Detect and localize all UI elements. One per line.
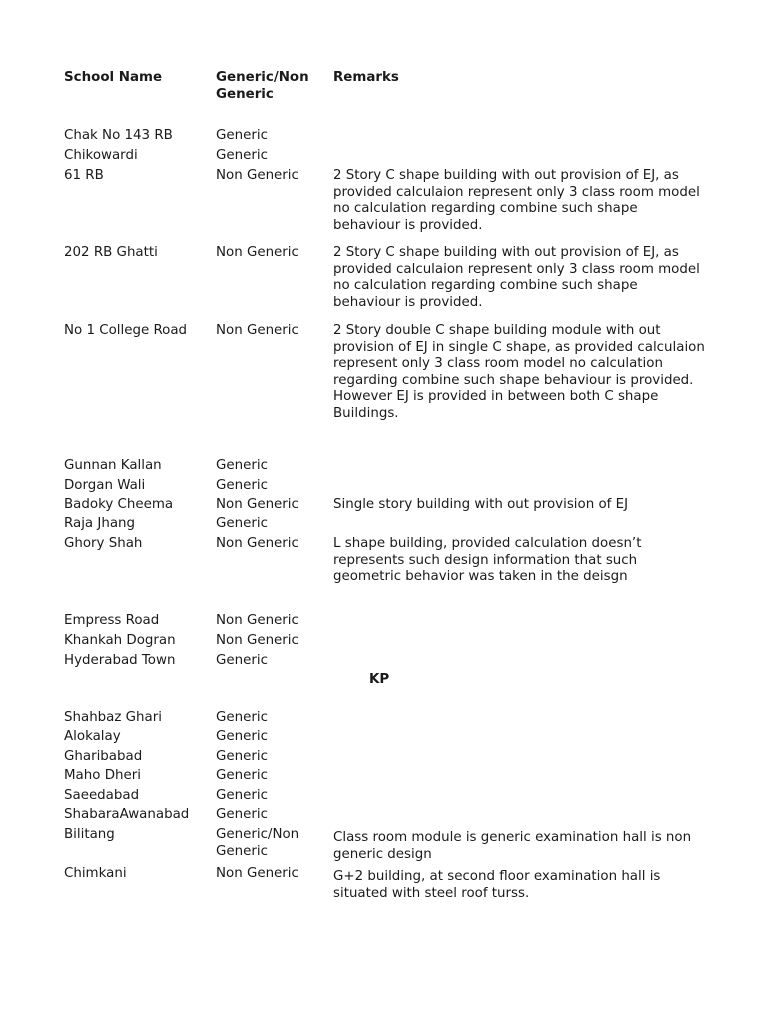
- school-name: Khankah Dogran: [64, 633, 176, 648]
- school-name: Chikowardi: [64, 148, 138, 163]
- school-name: Alokalay: [64, 729, 121, 744]
- school-type: Generic: [216, 128, 268, 143]
- school-type: Generic: [216, 478, 268, 493]
- school-name: Badoky Cheema: [64, 497, 174, 512]
- school-name: ShabaraAwanabad: [64, 807, 190, 822]
- school-name: Saeedabad: [64, 788, 140, 803]
- school-type: Generic: [216, 516, 268, 531]
- school-remarks: 2 Story C shape building with out provision of EJ, as provided calculaion represent only 3 class room model no calculation regarding combine such shape behaviour is provided.: [333, 168, 700, 233]
- kp-section-heading: KP: [369, 672, 390, 687]
- school-name: 202 RB Ghatti: [64, 245, 158, 260]
- school-type: Non Generic: [216, 497, 299, 512]
- school-type: Non Generic: [216, 613, 299, 628]
- school-type: Generic: [216, 148, 268, 163]
- school-remarks: G+2 building, at second floor examination hall is situated with steel roof turss.: [333, 869, 661, 901]
- school-name: Ghory Shah: [64, 536, 143, 551]
- school-name: Empress Road: [64, 613, 160, 628]
- school-type: Non Generic: [216, 323, 299, 338]
- school-remarks: 2 Story C shape building with out provision of EJ, as provided calculaion represent only 3 class room model no calculation regarding combine such shape behaviour is provided.: [333, 245, 700, 310]
- school-name: Chak No 143 RB: [64, 128, 173, 143]
- school-name: Gharibabad: [64, 749, 143, 764]
- school-name: Hyderabad Town: [64, 653, 176, 668]
- school-type: Non Generic: [216, 866, 299, 881]
- header-school-name: School Name: [64, 70, 163, 85]
- school-type: Generic: [216, 788, 268, 803]
- school-name: Chimkani: [64, 866, 127, 881]
- school-type: Generic: [216, 749, 268, 764]
- school-type: Generic: [216, 768, 268, 783]
- school-type: Non Generic: [216, 633, 299, 648]
- school-remarks: 2 Story double C shape building module with out provision of EJ in single C shape, as provided calculaion represent only 3 class room model no calculation regarding combine such shape behaviour is provided. However EJ is provided in between both C shape Buildings.: [333, 323, 705, 421]
- school-name: 61 RB: [64, 168, 104, 183]
- school-type: Generic: [216, 807, 268, 822]
- school-name: Shahbaz Ghari: [64, 710, 162, 725]
- school-name: No 1 College Road: [64, 323, 188, 338]
- school-type: Non Generic: [216, 245, 299, 260]
- header-generic: Generic/Non Generic: [216, 70, 309, 102]
- school-remarks: Class room module is generic examination hall is non generic design: [333, 830, 692, 862]
- school-type: Generic: [216, 710, 268, 725]
- school-type: Non Generic: [216, 536, 299, 551]
- school-type: Generic: [216, 653, 268, 668]
- school-name: Raja Jhang: [64, 516, 136, 531]
- header-remarks: Remarks: [333, 70, 399, 85]
- school-remarks: Single story building with out provision of EJ: [333, 497, 629, 512]
- school-type: Generic/Non Generic: [216, 827, 300, 859]
- school-name: Gunnan Kallan: [64, 458, 162, 473]
- school-name: Bilitang: [64, 827, 115, 842]
- school-name: Maho Dheri: [64, 768, 141, 783]
- school-name: Dorgan Wali: [64, 478, 146, 493]
- school-remarks: L shape building, provided calculation doesn’t represents such design information that such geometric behavior was taken in the deisgn: [333, 536, 642, 585]
- school-type: Non Generic: [216, 168, 299, 183]
- school-type: Generic: [216, 729, 268, 744]
- school-type: Generic: [216, 458, 268, 473]
